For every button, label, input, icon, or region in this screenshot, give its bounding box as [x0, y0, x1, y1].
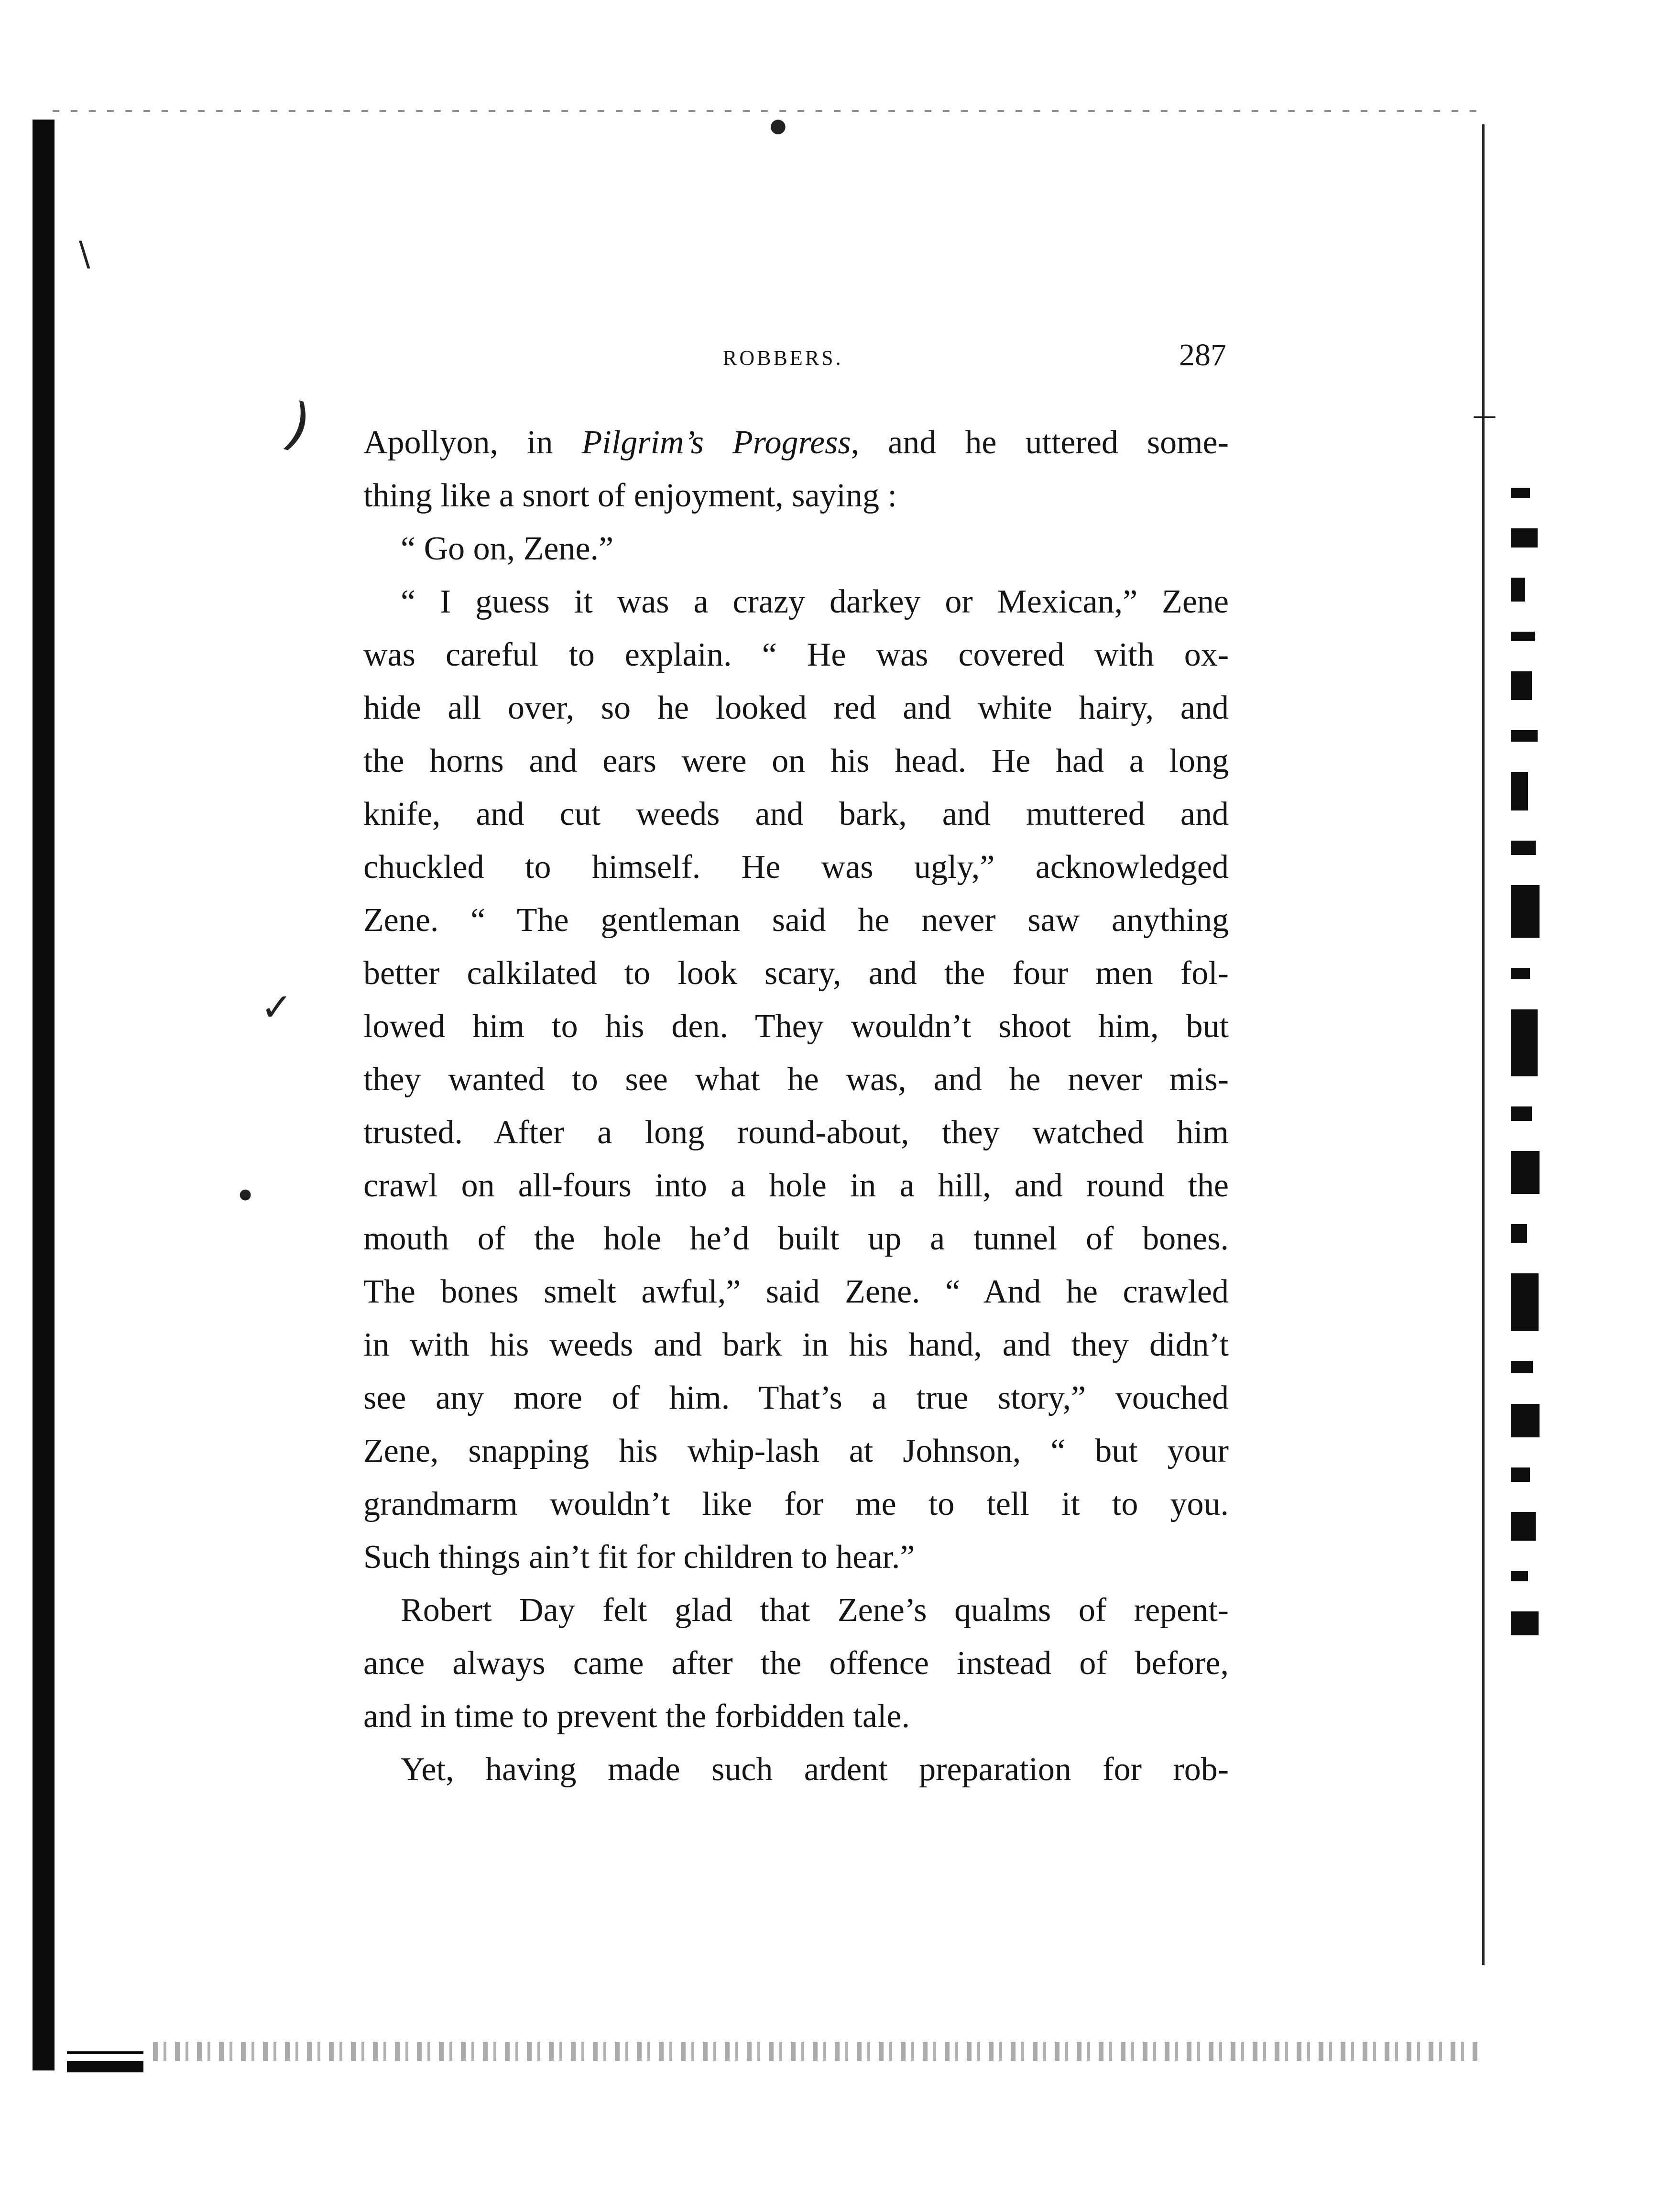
- stray-mark: \: [79, 234, 90, 274]
- text-line: grandmarm wouldn’t like for me to tell it to you.: [363, 1486, 1229, 1522]
- text-line: see any more of him. That’s a true story,” vouched: [363, 1380, 1229, 1416]
- stray-mark: ): [277, 390, 319, 460]
- text-line: Such things ain’t fit for children to hear.”: [363, 1539, 915, 1576]
- text-line: hide all over, so he looked red and white hairy, and: [363, 690, 1229, 726]
- text-line: Robert Day felt glad that Zene’s qualms of repent-: [401, 1592, 1229, 1629]
- text-line: The bones smelt awful,” said Zene. “ And he crawled: [363, 1273, 1229, 1310]
- text-line: “ I guess it was a crazy darkey or Mexican,” Zene: [401, 583, 1229, 620]
- text-line: better calkilated to look scary, and the four men fol-: [363, 955, 1229, 992]
- text-line: mouth of the hole he’d built up a tunnel of bones.: [363, 1220, 1229, 1257]
- text-line: the horns and ears were on his head. He had a long: [363, 743, 1229, 779]
- text-line: lowed him to his den. They wouldn’t shoot him, but: [363, 1008, 1229, 1045]
- text-line: crawl on all-fours into a hole in a hill, and round the: [363, 1167, 1229, 1204]
- page-number: 287: [1179, 338, 1226, 372]
- right-scan-barcode-strip: [1511, 488, 1540, 1635]
- right-page-edge: [1482, 124, 1485, 1965]
- text-line: in with his weeds and bark in his hand, and they didn’t: [363, 1326, 1229, 1363]
- running-head: ROBBERS.: [723, 346, 843, 370]
- text-line: Apollyon, in Pilgrim’s Progress, and he uttered some-: [363, 424, 1229, 461]
- left-scan-shadow-foot-thin: [67, 2051, 143, 2054]
- stray-mark: ●: [770, 115, 786, 137]
- text-line: Yet, having made such ardent preparation for rob-: [401, 1751, 1229, 1788]
- text-line: chuckled to himself. He was ugly,” acknowledged: [363, 849, 1229, 886]
- body-text: [363, 416, 1229, 1796]
- text-line: they wanted to see what he was, and he never mis-: [363, 1061, 1229, 1098]
- text-line: was careful to explain. “ He was covered with ox-: [363, 636, 1229, 673]
- text-line: and in time to prevent the forbidden tale.: [363, 1698, 910, 1735]
- text-line: thing like a snort of enjoyment, saying :: [363, 477, 897, 514]
- text-line: Zene. “ The gentleman said he never saw anything: [363, 902, 1229, 939]
- text-line: trusted. After a long round-about, they watched him: [363, 1114, 1229, 1151]
- page-header: [363, 337, 1226, 380]
- text-line: “ Go on, Zene.”: [401, 530, 614, 567]
- left-scan-shadow: [33, 120, 55, 2070]
- text-line: Zene, snapping his whip-lash at Johnson, “ but your: [363, 1433, 1229, 1469]
- text-line: knife, and cut weeds and bark, and muttered and: [363, 796, 1229, 832]
- top-scan-noise: [53, 110, 1482, 112]
- text-line: ance always came after the offence instead of before,: [363, 1645, 1229, 1682]
- stray-mark: ✓: [261, 985, 293, 1029]
- left-scan-shadow-foot: [67, 2061, 143, 2072]
- bottom-scan-noise: [153, 2042, 1482, 2061]
- stray-mark: ●: [239, 1186, 252, 1203]
- stray-mark: —: [1473, 402, 1496, 429]
